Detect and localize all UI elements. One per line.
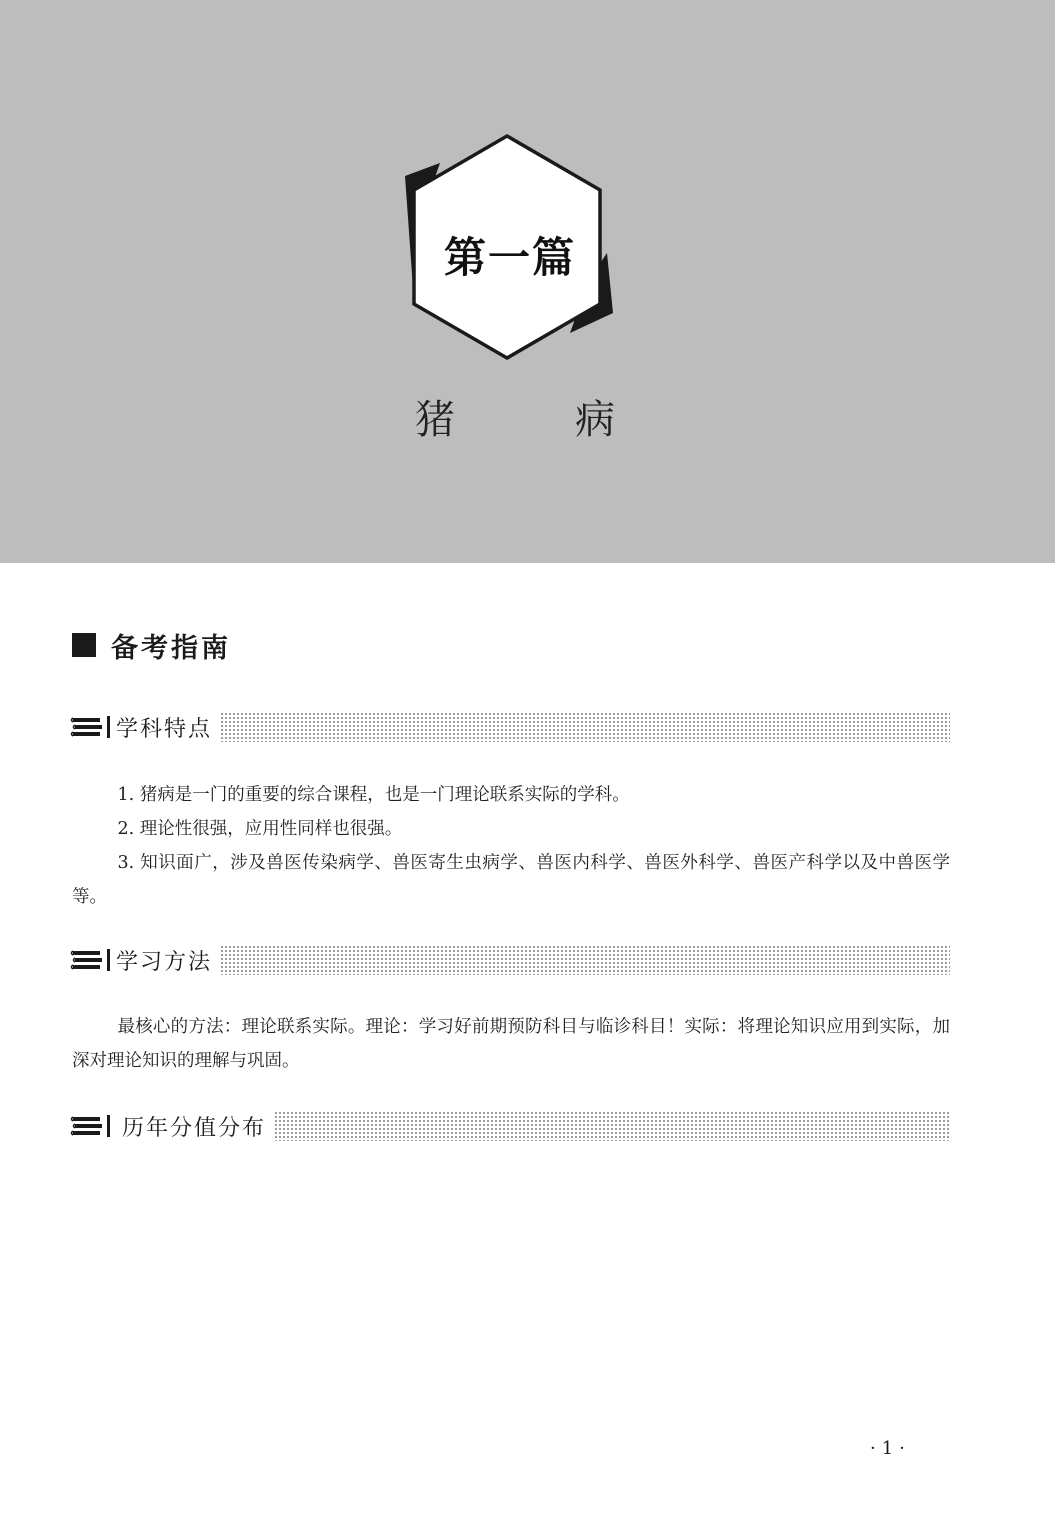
part-title: 第一篇 xyxy=(443,233,576,282)
page-number: ·1· xyxy=(870,1438,911,1459)
dotted-rule xyxy=(220,945,950,975)
section-label: 历年分值分布 xyxy=(122,1115,267,1141)
heading-divider xyxy=(107,949,110,971)
book-stack-icon xyxy=(70,1111,106,1141)
part-subject xyxy=(400,388,630,445)
paragraph-feature-1: 1. 猪病是一门的重要的综合课程，也是一门理论联系实际的学科。 xyxy=(117,785,630,805)
paragraph-method: 最核心的方法：理论联系实际。理论：学习好前期预防科目与临诊科目！实际：将理论知识应用到实际，加深对理论知识的理解与巩固。 xyxy=(72,1017,950,1071)
part-subject-char-2: 病 xyxy=(575,397,615,443)
dotted-rule xyxy=(274,1111,950,1141)
guide-heading xyxy=(72,623,231,667)
paragraph-feature-3: 3. 知识面广，涉及兽医传染病学、兽医寄生虫病学、兽医内科学、兽医外科学、兽医产科学以及中兽医学等。 xyxy=(72,853,950,907)
heading-divider xyxy=(107,716,110,738)
heading-divider xyxy=(107,1115,110,1137)
guide-title: 备考指南 xyxy=(111,632,231,664)
book-stack-icon xyxy=(70,945,106,975)
part-banner xyxy=(0,0,1055,563)
dotted-rule xyxy=(220,712,950,742)
section-heading-features xyxy=(70,709,950,745)
section-label: 学习方法 xyxy=(116,949,213,975)
section-heading-methods xyxy=(70,942,950,978)
section-label: 学科特点 xyxy=(116,716,213,742)
square-bullet-icon xyxy=(72,633,96,657)
section-heading-scores xyxy=(70,1108,950,1144)
paragraph-feature-2: 2. 理论性很强，应用性同样也很强。 xyxy=(117,819,403,839)
part-subject-char-1: 猪 xyxy=(415,397,455,443)
book-stack-icon xyxy=(70,712,106,742)
